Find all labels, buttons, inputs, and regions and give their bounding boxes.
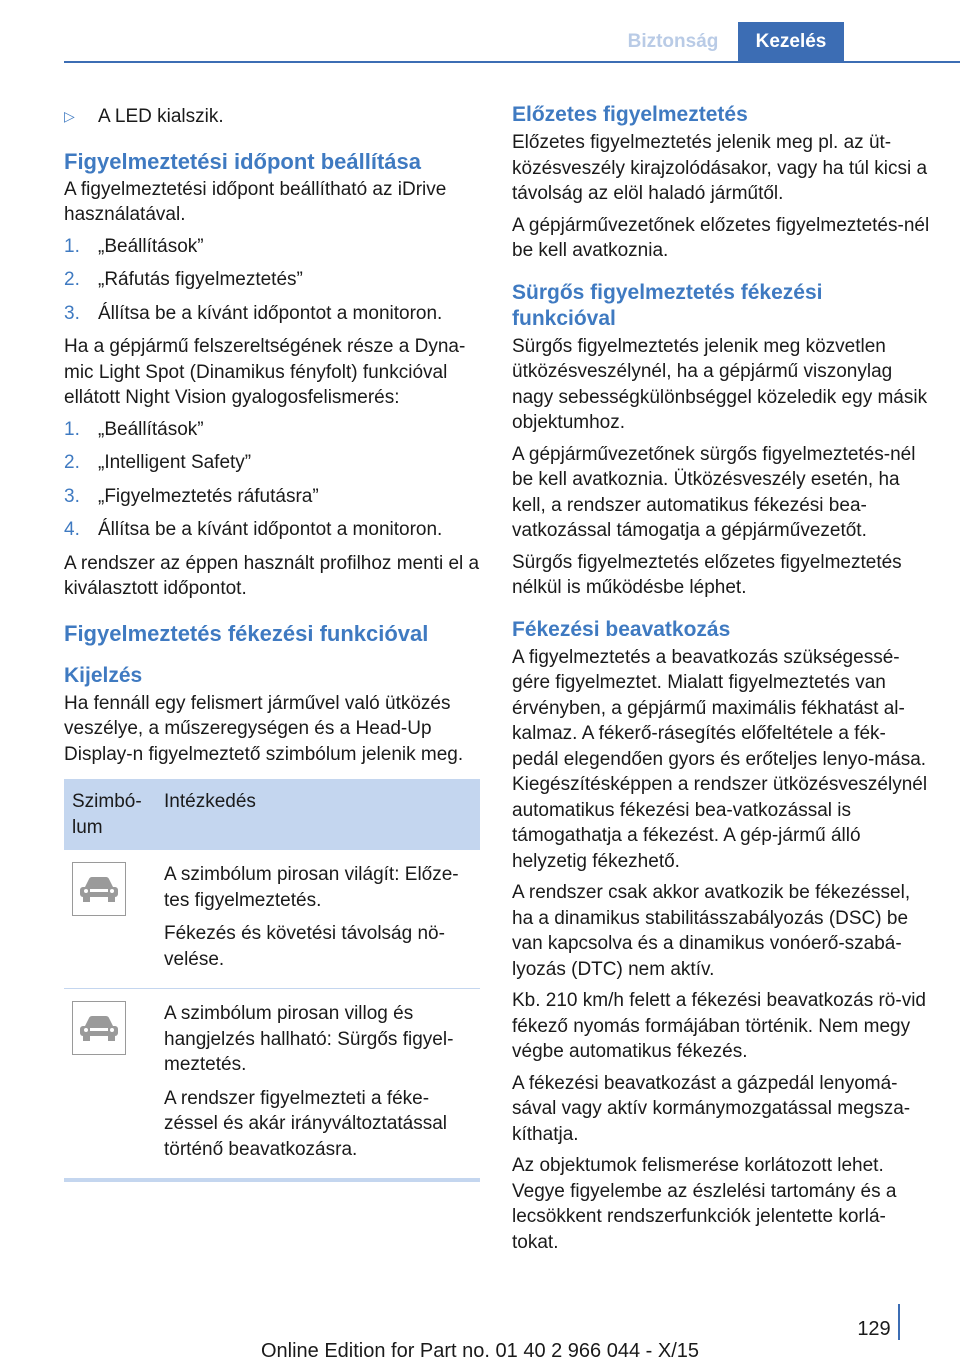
column-header-symbol: Szimbó-lum (64, 779, 156, 850)
paragraph-intervention-4: A fékezési beavatkozást a gázpedál lenyomá-sával vagy aktív kormánymozgatással megsza-kíthatja. (512, 1072, 911, 1145)
list-item: 3. Állítsa be a kívánt időpontot a monitoron. (64, 302, 443, 324)
heading-brake-intervention: Fékezési beavatkozás (512, 617, 731, 641)
action-text: Fékezés és követési távolság nö-velése. (164, 923, 445, 970)
paragraph-intervention-5: Az objektumok felismerése korlátozott lehet. Vegye figyelembe az észlelési tartomány és a lecsökkent rendszerfunkciók jelentette korlá-tokat. (512, 1155, 897, 1253)
heading-display: Kijelzés (64, 663, 143, 687)
paragraph-pre-warning-1: Előzetes figyelmeztetés jelenik meg pl. az üt-közésveszély kirajzolódásakor, vagy ha túl kicsi a távolság az elöl haladó járműtől. (512, 132, 928, 204)
table-row (64, 850, 480, 989)
list-item: 3. „Figyelmeztetés ráfutásra” (64, 485, 319, 507)
column-header-action: Intézkedés (156, 779, 480, 850)
steps-list-2 (64, 417, 480, 543)
paragraph-warning-time: A figyelmeztetési időpont beállítható az iDrive használatával. (64, 178, 447, 225)
paragraph-intervention-2: A rendszer csak akkor avatkozik be fékezéssel, ha a dinamikus stabilitásszabályozás (DSC) be van kapcsolva és a dinamikus vonóerő-szabá-lyozás (DTC) nem aktív. (512, 882, 911, 980)
page-number: 129 (857, 1318, 891, 1340)
paragraph-profile: A rendszer az éppen használt profilhoz menti el a kiválasztott időpontot. (64, 552, 480, 599)
bullet-text: A LED kialszik. (98, 106, 224, 127)
paragraph-urgent-3: Sürgős figyelmeztetés előzetes figyelmeztetés nélkül is működésbe léphet. (512, 551, 902, 598)
car-warning-icon (72, 862, 126, 916)
paragraph-dynamic-light-spot: Ha a gépjármű felszereltségének része a Dyna-mic Light Spot (Dinamikus fényfolt) funkcióval ellátott Night Vision gyalogosfelismerés: (64, 336, 466, 408)
list-item: 4. Állítsa be a kívánt időpontot a monitoron. (64, 519, 443, 540)
list-item: 2. „Ráfutás figyelmeztetés” (64, 269, 303, 290)
footer-rule (898, 1304, 900, 1340)
heading-brake-warning: Figyelmeztetés fékezési funkcióval (64, 620, 429, 646)
bullet-item (64, 104, 480, 130)
list-item: 1. „Beállítások” (64, 418, 204, 440)
left-column (64, 100, 480, 1182)
heading-urgent-warning: Sürgős figyelmeztetés fékezési funkcióval (512, 280, 823, 330)
paragraph-intervention-1: A figyelmeztetés a beavatkozás szükségessé-gére figyelmeztet. Mialatt figyelmeztetés van érvényben, a gépjármű maximális fékhatást al-kalmaz. A fékerő-rásegítés előfeltétele a fék-pedál elegendően gyors és erőteljes lenyo-mása. Kiegészítésképpen a rendszer ütközésveszélynél automatikus fékezési bea-vatkozással is támogathatja a fékezést. A gép-jármű álló helyzetig fékezhető. (512, 646, 928, 872)
paragraph-urgent-1: Sürgős figyelmeztetés jelenik meg közvetlen ütközésveszélynél, ha a gépjármű viszonylag nagy sebességkülönbséggel közeledik egy másik objektumhoz. (512, 335, 928, 433)
paragraph-urgent-2: A gépjárművezetőnek sürgős figyelmeztetés-nél be kell avatkoznia. Ütközésveszély esetén, ha kell, a rendszer automatikus fékezési bea-vatkozással támogatja a gépjárművezetőt. (512, 443, 916, 541)
header-rule (64, 61, 960, 63)
table-row (64, 989, 480, 1181)
action-text: A rendszer figyelmezteti a féke-zéssel és akár irányváltoztatással történő beavatkozásra. (164, 1087, 448, 1160)
right-column (512, 100, 932, 1261)
header-section-label: Biztonság (627, 31, 719, 52)
paragraph-pre-warning-2: A gépjárművezetőnek előzetes figyelmeztetés-nél be kell avatkoznia. (512, 214, 930, 261)
footer-text: Online Edition for Part no. 01 40 2 966 044 - X/15 (260, 1340, 700, 1362)
list-item: 2. „Intelligent Safety” (64, 452, 252, 473)
paragraph-display: Ha fennáll egy felismert járművel való ütközés veszélye, a műszeregységen és a Head-Up Display-n figyelmeztető szimbólum jelenik meg. (64, 692, 464, 765)
triangle-bullet-icon: ▷ (64, 108, 75, 124)
symbol-table (64, 779, 480, 1182)
heading-warning-time: Figyelmeztetési időpont beállítása (64, 148, 421, 174)
car-warning-icon (72, 1001, 126, 1055)
action-text: A szimbólum pirosan villog és hangjelzés hallható: Sürgős figyel-meztetés. (164, 1003, 454, 1075)
steps-list-1 (64, 234, 480, 327)
list-item: 1. „Beállítások” (64, 235, 204, 257)
action-text: A szimbólum pirosan világít: Előze-tes figyelmeztetés. (164, 864, 459, 911)
heading-pre-warning: Előzetes figyelmeztetés (512, 103, 748, 126)
paragraph-intervention-3: Kb. 210 km/h felett a fékezési beavatkozás rö-vid fékező nyomás formájában történik. Nem megy végbe automatikus fékezés. (512, 990, 926, 1062)
header-active-tab: Kezelés (738, 22, 844, 62)
